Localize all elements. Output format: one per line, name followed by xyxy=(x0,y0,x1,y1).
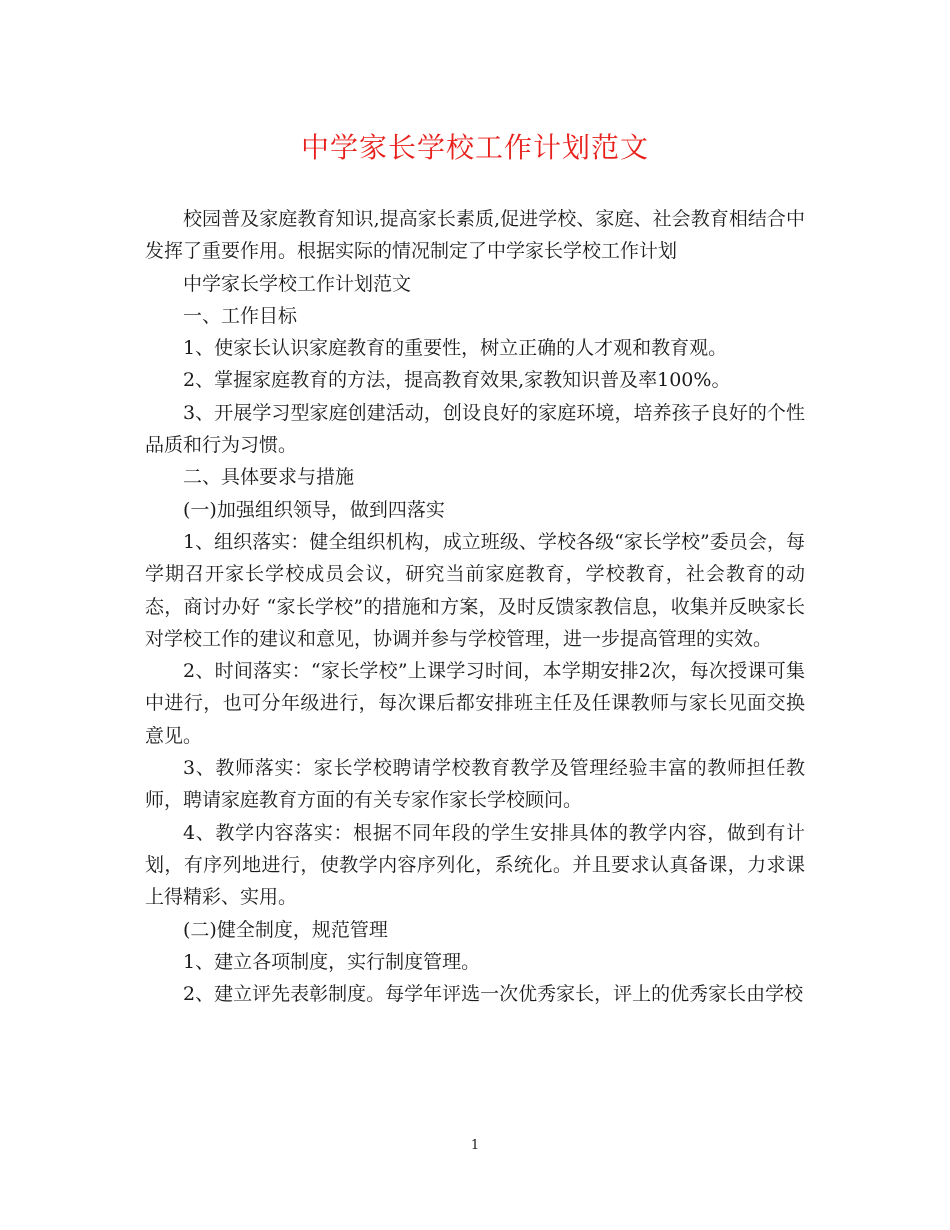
section-heading-measures: 二、具体要求与措施 xyxy=(183,466,355,489)
document-body xyxy=(145,203,805,1010)
section-heading-goals: 一、工作目标 xyxy=(183,304,298,327)
measure-item-4: 4、教学内容落实：根据不同年段的学生安排具体的教学内容，做到有计划，有序列地进行，使教学内容序列化，系统化。并且要求认真备课，力求课上得精彩、实用。 xyxy=(145,821,805,909)
measure-item-1: 1、组织落实：健全组织机构，成立班级、学校各级“家长学校”委员会，每学期召开家长学校成员会议，研究当前家庭教育，学校教育，社会教育的动态，商讨办好 “家长学校”的措施和方案，及时反馈家教信息，收集并反映家长对学校工作的建议和意见，协调并参与学校管理，进一步提高管理的实效。 xyxy=(145,530,805,650)
measure-item-2: 2、时间落实：“家长学校”上课学习时间，本学期安排2次，每次授课可集中进行，也可分年级进行，每次课后都安排班主任及任课教师与家长见面交换意见。 xyxy=(145,660,805,747)
system-item-2: 2、建立评先表彰制度。每学年评选一次优秀家长，评上的优秀家长由学校 xyxy=(183,983,804,1006)
goal-item-2: 2、掌握家庭教育的方法，提高教育效果,家教知识普及率100%。 xyxy=(183,369,731,392)
system-item-1: 1、建立各项制度，实行制度管理。 xyxy=(183,950,481,973)
document-title: 中学家长学校工作计划范文 xyxy=(300,131,649,164)
measure-item-3: 3、教师落实：家长学校聘请学校教育教学及管理经验丰富的教师担任教师，聘请家庭教育方面的有关专家作家长学校顾问。 xyxy=(145,757,805,812)
page-number: 1 xyxy=(470,1138,480,1153)
goal-item-1: 1、使家长认识家庭教育的重要性，树立正确的人才观和教育观。 xyxy=(183,337,728,360)
goal-item-3: 3、开展学习型家庭创建活动，创设良好的家庭环境，培养孩子良好的个性品质和行为习惯。 xyxy=(145,401,805,457)
subsection-heading-system: (二)健全制度，规范管理 xyxy=(183,918,388,941)
subsection-heading-organization: (一)加强组织领导，做到四落实 xyxy=(183,498,445,521)
intro-paragraph: 校园普及家庭教育知识,提高家长素质,促进学校、家庭、社会教育相结合中发挥了重要作用。根据实际的情况制定了中学家长学校工作计划 xyxy=(145,208,805,263)
subtitle-paragraph: 中学家长学校工作计划范文 xyxy=(183,272,412,295)
